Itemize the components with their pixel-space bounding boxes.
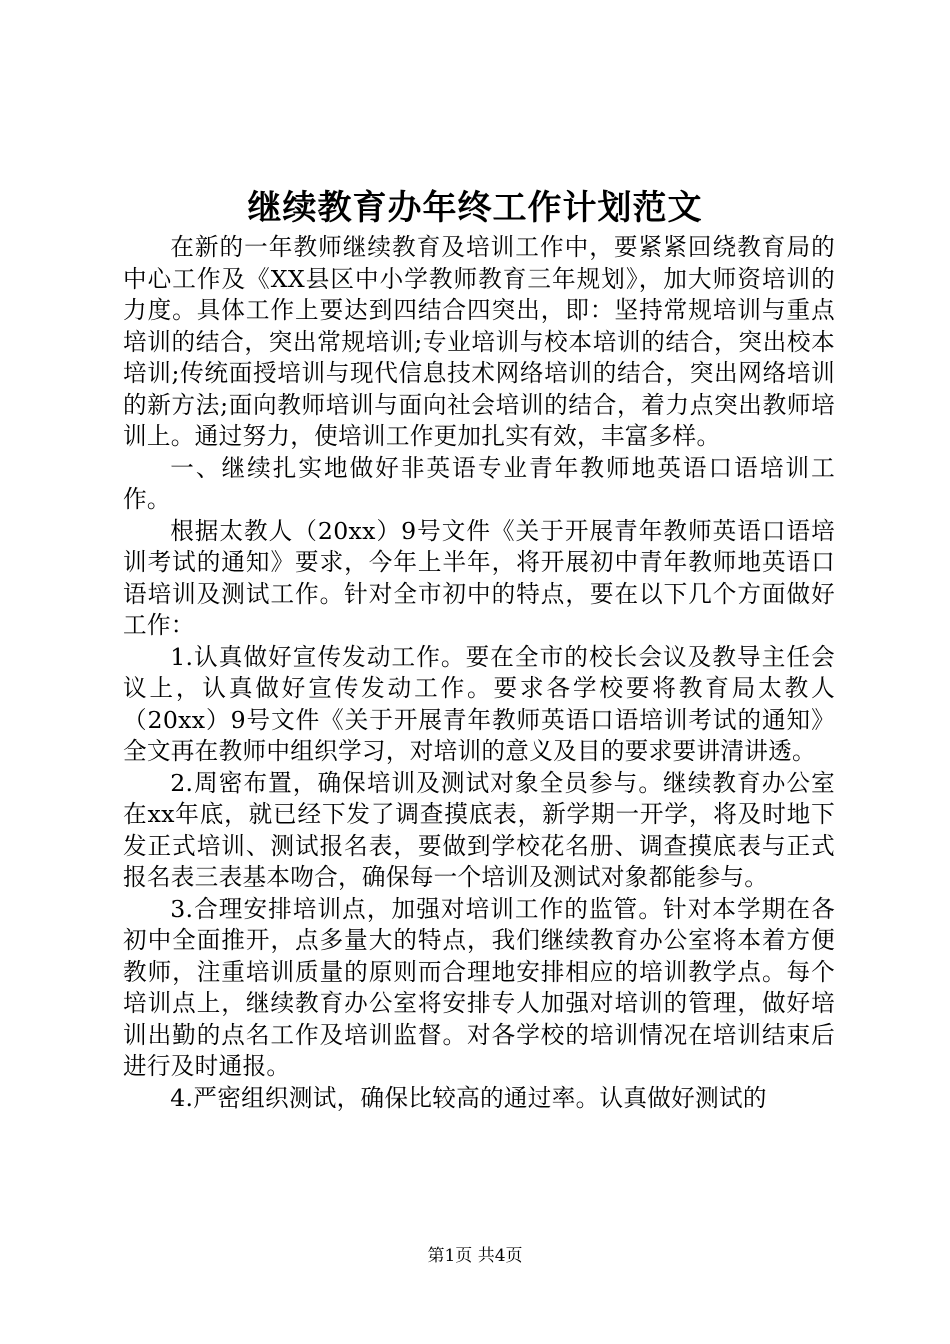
paragraph-item-4: 4.严密组织测试，确保比较高的通过率。认真做好测试的 (170, 1083, 767, 1112)
paragraph-item-1: 1.认真做好宣传发动工作。要在全市的校长会议及教导主任会议上，认真做好宣传发动工作。要求各学校要将教育局太教人（20xx）9号文件《关于开展青年教师英语口语培训考试的通知》全文再在教师中组织学习，对培训的意义及目的要求要讲清讲透。 (123, 642, 835, 765)
paragraph-background: 根据太教人（20xx）9号文件《关于开展青年教师英语口语培训考试的通知》要求，今年上半年，将开展初中青年教师地英语口语培训及测试工作。针对全市初中的特点，要在以下几个方面做好工作： (123, 516, 835, 639)
paragraph-item-3: 3.合理安排培训点，加强对培训工作的监管。针对本学期在各初中全面推开，点多量大的特点，我们继续教育办公室将本着方便教师，注重培训质量的原则而合理地安排相应的培训教学点。每个培训点上，继续教育办公室将安排专人加强对培训的管理，做好培训出勤的点名工作及培训监督。对各学校的培训情况在培训结束后进行及时通报。 (123, 894, 835, 1080)
paragraph-intro: 在新的一年教师继续教育及培训工作中，要紧紧回绕教育局的中心工作及《XX县区中小学教师教育三年规划》，加大师资培训的力度。具体工作上要达到四结合四突出，即：坚持常规培训与重点培训的结合，突出常规培训;专业培训与校本培训的结合，突出校本培训;传统面授培训与现代信息技术网络培训的结合，突出网络培训的新方法;面向教师培训与面向社会培训的结合，着力点突出教师培训上。通过努力，使培训工作更加扎实有效，丰富多样。 (123, 233, 835, 450)
paragraph-section-heading: 一、继续扎实地做好非英语专业青年教师地英语口语培训工作。 (123, 453, 835, 513)
page-number-footer: 第1页 共4页 (427, 1246, 523, 1266)
paragraph-item-2: 2.周密布置，确保培训及测试对象全员参与。继续教育办公室在xx年底，就已经下发了调查摸底表，新学期一开学，将及时地下发正式培训、测试报名表，要做到学校花名册、调查摸底表与正式报名表三表基本吻合，确保每一个培训及测试对象都能参与。 (123, 768, 835, 891)
document-body (123, 232, 835, 1114)
document-title: 继续教育办年终工作计划范文 (247, 188, 703, 228)
